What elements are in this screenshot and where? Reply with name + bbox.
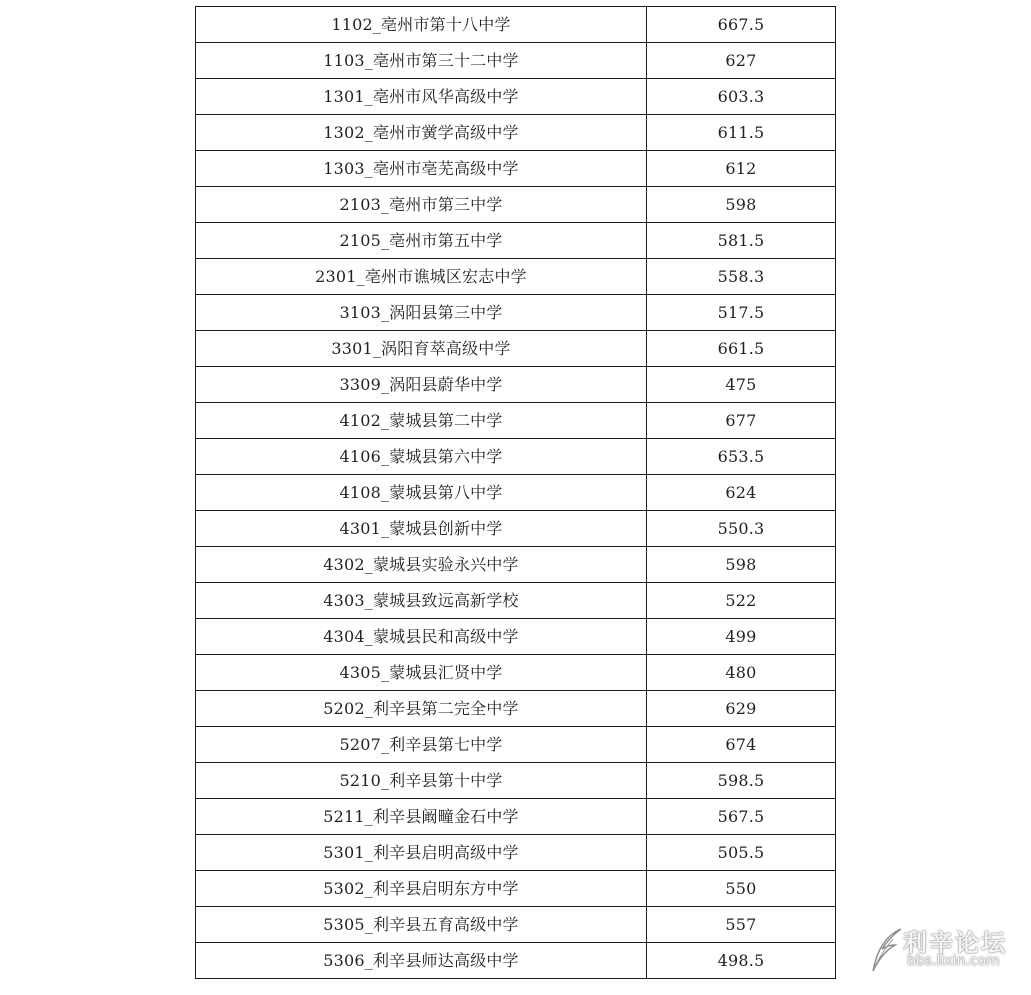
score-cell: 611.5	[647, 115, 836, 151]
table-row	[196, 187, 836, 223]
school-name-cell: 3103_涡阳县第三中学	[196, 295, 647, 331]
school-name-cell: 1303_亳州市亳芜高级中学	[196, 151, 647, 187]
score-cell: 598	[647, 187, 836, 223]
table-row	[196, 871, 836, 907]
table-row	[196, 727, 836, 763]
table-body	[196, 7, 836, 979]
score-cell: 550.3	[647, 511, 836, 547]
table-row	[196, 295, 836, 331]
table-row	[196, 403, 836, 439]
school-name-cell: 4305_蒙城县汇贤中学	[196, 655, 647, 691]
watermark-title: 利辛论坛	[903, 929, 1007, 957]
table-row	[196, 331, 836, 367]
table-row	[196, 583, 836, 619]
score-cell: 612	[647, 151, 836, 187]
table-row	[196, 619, 836, 655]
table-row	[196, 835, 836, 871]
school-name-cell: 2301_亳州市谯城区宏志中学	[196, 259, 647, 295]
school-score-table	[195, 6, 836, 979]
score-cell: 624	[647, 475, 836, 511]
table-row	[196, 907, 836, 943]
table-row	[196, 475, 836, 511]
school-name-cell: 1102_亳州市第十八中学	[196, 7, 647, 43]
school-name-cell: 5210_利辛县第十中学	[196, 763, 647, 799]
table-row	[196, 763, 836, 799]
table-row	[196, 151, 836, 187]
table-row	[196, 259, 836, 295]
score-cell: 557	[647, 907, 836, 943]
score-cell: 598.5	[647, 763, 836, 799]
table-row	[196, 547, 836, 583]
table-row	[196, 439, 836, 475]
score-cell: 677	[647, 403, 836, 439]
watermark-url: bbs.lixin.com	[907, 953, 1000, 969]
school-name-cell: 4102_蒙城县第二中学	[196, 403, 647, 439]
score-cell: 603.3	[647, 79, 836, 115]
score-cell: 581.5	[647, 223, 836, 259]
score-cell: 629	[647, 691, 836, 727]
school-name-cell: 1103_亳州市第三十二中学	[196, 43, 647, 79]
school-name-cell: 5302_利辛县启明东方中学	[196, 871, 647, 907]
forum-watermark	[867, 921, 1019, 977]
score-cell: 475	[647, 367, 836, 403]
school-name-cell: 2103_亳州市第三中学	[196, 187, 647, 223]
table-row	[196, 223, 836, 259]
school-name-cell: 4301_蒙城县创新中学	[196, 511, 647, 547]
score-cell: 505.5	[647, 835, 836, 871]
table-row	[196, 943, 836, 979]
school-name-cell: 5306_利辛县师达高级中学	[196, 943, 647, 979]
score-cell: 667.5	[647, 7, 836, 43]
school-name-cell: 5305_利辛县五育高级中学	[196, 907, 647, 943]
school-name-cell: 1302_亳州市黉学高级中学	[196, 115, 647, 151]
score-cell: 567.5	[647, 799, 836, 835]
table-row	[196, 115, 836, 151]
table-row	[196, 367, 836, 403]
score-cell: 522	[647, 583, 836, 619]
school-name-cell: 4302_蒙城县实验永兴中学	[196, 547, 647, 583]
table-row	[196, 511, 836, 547]
score-cell: 498.5	[647, 943, 836, 979]
school-name-cell: 4106_蒙城县第六中学	[196, 439, 647, 475]
school-name-cell: 1301_亳州市风华高级中学	[196, 79, 647, 115]
school-name-cell: 2105_亳州市第五中学	[196, 223, 647, 259]
school-name-cell: 3309_涡阳县蔚华中学	[196, 367, 647, 403]
score-cell: 661.5	[647, 331, 836, 367]
school-name-cell: 4303_蒙城县致远高新学校	[196, 583, 647, 619]
table-row	[196, 7, 836, 43]
score-cell: 517.5	[647, 295, 836, 331]
school-name-cell: 4304_蒙城县民和高级中学	[196, 619, 647, 655]
school-name-cell: 5211_利辛县阚疃金石中学	[196, 799, 647, 835]
school-name-cell: 3301_涡阳育萃高级中学	[196, 331, 647, 367]
table-row	[196, 799, 836, 835]
score-cell: 550	[647, 871, 836, 907]
score-cell: 499	[647, 619, 836, 655]
school-name-cell: 5207_利辛县第七中学	[196, 727, 647, 763]
table-row	[196, 655, 836, 691]
school-name-cell: 5202_利辛县第二完全中学	[196, 691, 647, 727]
score-cell: 598	[647, 547, 836, 583]
score-cell: 480	[647, 655, 836, 691]
feather-quill-icon	[867, 925, 907, 977]
score-cell: 653.5	[647, 439, 836, 475]
score-cell: 627	[647, 43, 836, 79]
school-name-cell: 5301_利辛县启明高级中学	[196, 835, 647, 871]
table-row	[196, 691, 836, 727]
score-cell: 674	[647, 727, 836, 763]
score-cell: 558.3	[647, 259, 836, 295]
school-name-cell: 4108_蒙城县第八中学	[196, 475, 647, 511]
table-row	[196, 79, 836, 115]
table-row	[196, 43, 836, 79]
